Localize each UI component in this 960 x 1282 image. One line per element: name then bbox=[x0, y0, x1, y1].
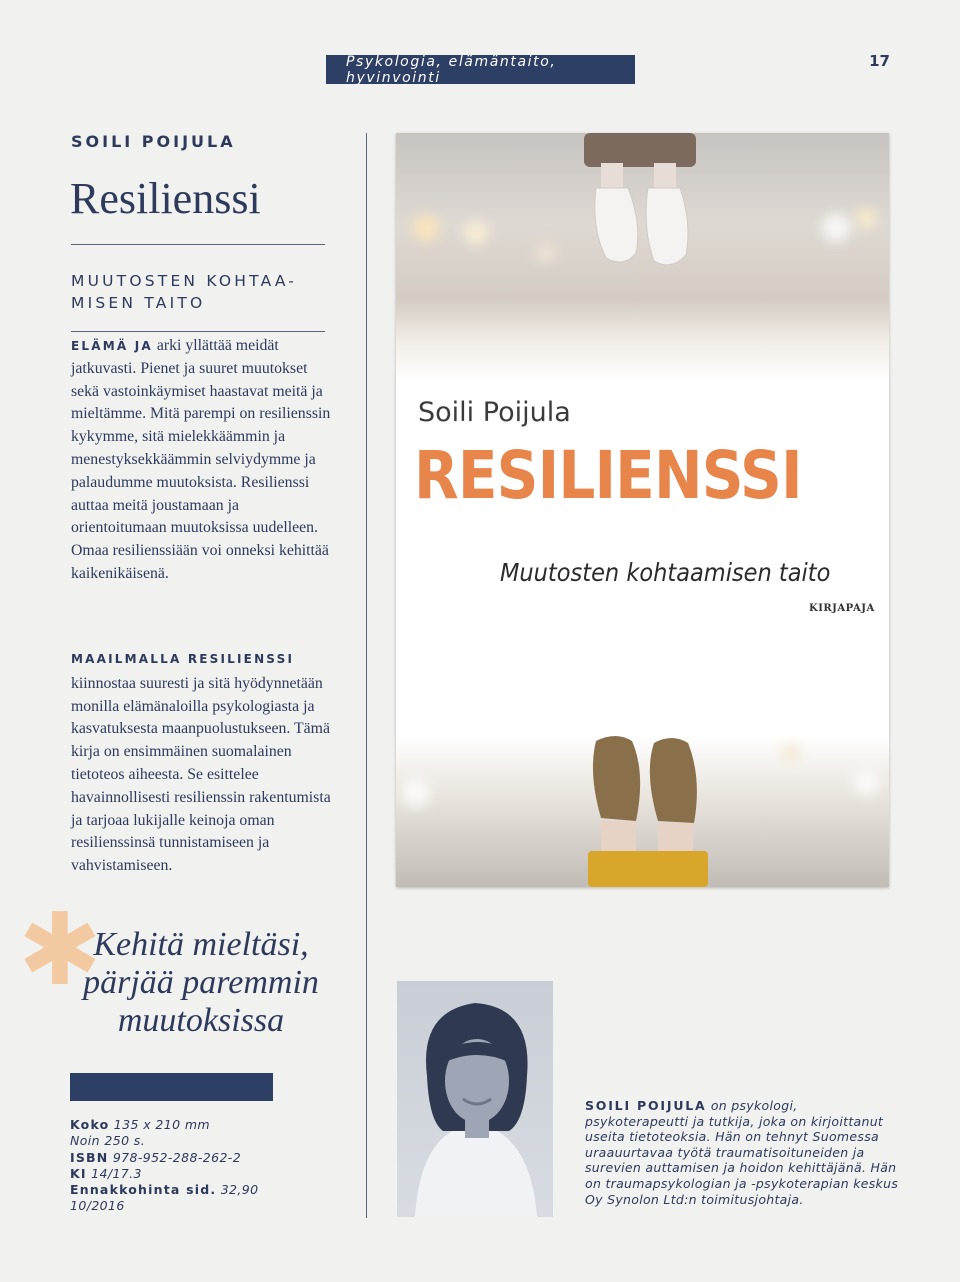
spec-pages: Noin 250 s. bbox=[70, 1133, 146, 1149]
top-left-sneaker-shape bbox=[595, 188, 638, 262]
category-label: Psykologia, elämäntaito, hyvinvointi bbox=[346, 53, 557, 86]
asterisk-icon: ✱ bbox=[18, 891, 102, 1008]
top-trousers-shape bbox=[584, 133, 696, 167]
quote-line-3: muutoksissa bbox=[117, 1002, 285, 1039]
top-right-sneaker-shape bbox=[646, 188, 688, 265]
book-specs bbox=[70, 1117, 310, 1215]
divider-top bbox=[71, 244, 325, 245]
spec-ki: KI 14/17.3 bbox=[70, 1165, 142, 1181]
category-banner bbox=[326, 55, 635, 84]
book-cover bbox=[396, 133, 889, 887]
paragraph-2-text: kiinnostaa suuresti ja sitä hyödynnetään monilla elämänaloilla psykologiasta ja kasvatuksesta maanpuolustukseen. Tämä kirja on ensimmäinen suomalainen tietoteos aiheesta. Se esittelee havainnollisesti resilienssin rakentumista ja tarjoaa lukijalle keinoja oman resilienssinsä tunnistamiseen ja vahvistamiseen. bbox=[71, 674, 331, 875]
spec-banner bbox=[70, 1073, 273, 1101]
paragraph-2-lead: MAAILMALLA RESILIENSSI bbox=[71, 652, 295, 666]
spec-isbn: ISBN 978-952-288-262-2 bbox=[70, 1149, 242, 1165]
cover-author: Soili Poijula bbox=[418, 397, 571, 428]
bottom-trousers-shape bbox=[588, 851, 708, 887]
bio-text: on psykologi, psykoterapeutti ja tutkija, joka on kirjoittanut useita tietoteoksia. Hän on tehnyt Suomessa uraauurtavaa työtä traumatisoituneiden ja surevien auttamisen ja hoidon kehittäjänä. Hän on traumapsykologian ja -psykoterapian keskus Oy Synolon Ltd:n toimitusjohtaja. bbox=[585, 1098, 899, 1207]
cover-publisher: KIRJAPAJA bbox=[809, 603, 875, 614]
bottom-left-shoe-shape bbox=[593, 736, 640, 821]
spec-size: Koko 135 x 210 mm bbox=[70, 1117, 210, 1132]
divider-bottom bbox=[71, 331, 325, 332]
bio-lead: SOILI POIJULA bbox=[585, 1098, 707, 1113]
column-divider bbox=[366, 133, 367, 1218]
paragraph-1-lead: ELÄMÄ JA bbox=[71, 339, 153, 353]
spec-date: 10/2016 bbox=[70, 1198, 125, 1214]
quote-line-1: Kehitä mieltäsi, bbox=[93, 926, 309, 963]
bottom-right-shoe-shape bbox=[650, 738, 697, 823]
author-name: SOILI POIJULA bbox=[71, 132, 236, 151]
quote-line-2: pärjää paremmin bbox=[83, 964, 319, 1001]
author-bio bbox=[585, 1098, 905, 1207]
paragraph-1 bbox=[71, 335, 333, 586]
author-photo bbox=[397, 981, 553, 1217]
cover-title: RESILIENSSI bbox=[414, 437, 802, 514]
page-number: 17 bbox=[869, 52, 890, 70]
paragraph-2 bbox=[71, 648, 333, 878]
paragraph-1-text: arki yllättää meidät jatkuvasti. Pienet ja suuret muutokset sekä vastoinkäymiset haastavat meitä ja mieltämme. Mitä parempi on resilienssin kykymme, sitä mielekkäämmin ja menestyksekkäämmin selviydymme ja palaudumme muutoksista. Resilienssi auttaa meitä joustamaan ja orientoitumaan muutoksissa uudelleen. Omaa resilienssiään voi onneksi kehittää kaikenikäisenä. bbox=[71, 337, 331, 582]
book-title: Resilienssi bbox=[70, 174, 261, 223]
author-portrait-illustration bbox=[397, 981, 553, 1217]
spec-preorder: Ennakkohinta sid. 32,90 bbox=[70, 1182, 259, 1198]
book-subtitle: MUUTOSTEN KOHTAA-MISEN TAITO bbox=[71, 272, 298, 312]
pull-quote bbox=[66, 926, 336, 1040]
cover-subtitle: Muutosten kohtaamisen taito bbox=[500, 558, 831, 587]
